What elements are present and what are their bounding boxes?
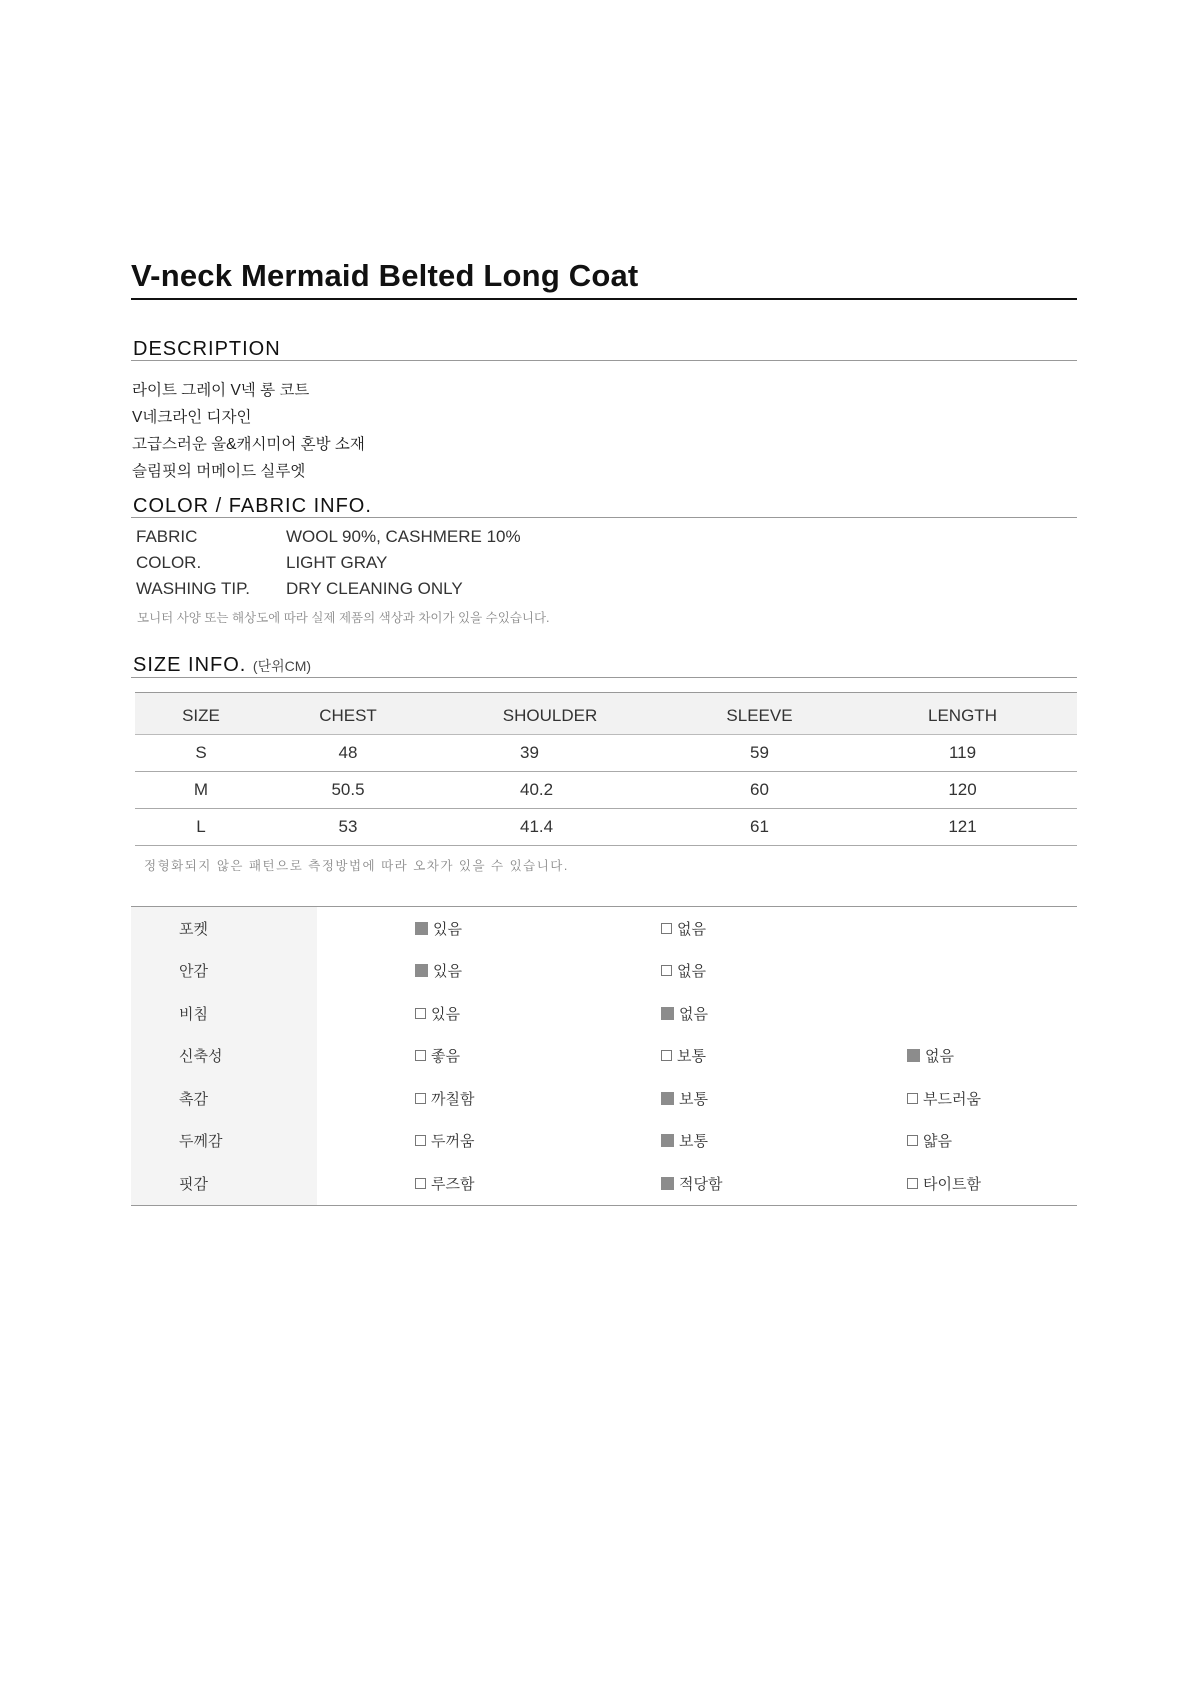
attribute-label: 포켓 — [131, 907, 317, 950]
table-cell: 40.2 — [429, 772, 671, 809]
unchecked-box-icon — [907, 1178, 918, 1189]
attribute-option — [907, 1045, 954, 1066]
checked-box-icon — [415, 964, 428, 977]
description-line: 고급스러운 울&캐시미어 혼방 소재 — [132, 436, 365, 453]
info-value: WOOL 90%, CASHMERE 10% — [286, 527, 521, 546]
product-detail — [131, 258, 1077, 1206]
attribute-label: 두께감 — [131, 1120, 317, 1163]
attribute-option-cell — [317, 950, 661, 993]
unchecked-box-icon — [415, 1178, 426, 1189]
attribute-option — [661, 1045, 706, 1066]
table-row — [135, 772, 1077, 809]
unchecked-box-icon — [415, 1008, 426, 1019]
checked-box-icon — [907, 1049, 920, 1062]
checked-box-icon — [661, 1092, 674, 1105]
column-header: CHEST — [267, 693, 429, 735]
column-header: SIZE — [135, 693, 267, 735]
info-key: WASHING TIP. — [136, 579, 250, 598]
option-label: 보통 — [679, 1090, 708, 1108]
info-value: DRY CLEANING ONLY — [286, 579, 463, 598]
info-value: LIGHT GRAY — [286, 553, 388, 572]
attribute-option-cell — [661, 907, 907, 950]
color-note: 모니터 사양 또는 해상도에 따라 실제 제품의 색상과 차이가 있을 수있습니다. — [137, 611, 550, 625]
attribute-option-cell — [317, 1120, 661, 1163]
table-cell: 39 — [429, 735, 671, 772]
washing-row — [136, 576, 1077, 602]
size-table — [135, 692, 1077, 846]
attribute-option — [415, 960, 462, 981]
option-label: 부드러움 — [923, 1090, 981, 1108]
attribute-option — [415, 1045, 460, 1066]
attribute-row — [131, 1120, 1077, 1163]
attribute-label: 신축성 — [131, 1035, 317, 1078]
table-cell: 60 — [671, 772, 848, 809]
table-row — [135, 735, 1077, 772]
option-label: 있음 — [431, 1005, 460, 1023]
option-label: 보통 — [679, 1133, 708, 1151]
unchecked-box-icon — [661, 1050, 672, 1061]
option-label: 있음 — [433, 920, 462, 938]
attribute-row — [131, 992, 1077, 1035]
attribute-option-cell — [317, 1035, 661, 1078]
attribute-option-cell — [661, 950, 907, 993]
table-cell: L — [135, 809, 267, 846]
description-heading: DESCRIPTION — [131, 338, 1077, 361]
size-info-heading — [131, 654, 1077, 678]
attribute-option-cell — [317, 1077, 661, 1120]
option-label: 없음 — [677, 963, 706, 981]
attribute-option — [415, 1003, 460, 1024]
attribute-option-cell — [907, 1035, 1077, 1078]
table-cell: 59 — [671, 735, 848, 772]
option-label: 없음 — [679, 1005, 708, 1023]
table-row — [135, 809, 1077, 846]
description-line: V네크라인 디자인 — [132, 409, 252, 426]
size-table-header — [135, 693, 1077, 735]
option-label: 두꺼움 — [431, 1133, 475, 1151]
attribute-label: 촉감 — [131, 1077, 317, 1120]
description-list — [131, 377, 1077, 485]
attribute-option — [661, 1130, 708, 1151]
attribute-row — [131, 1035, 1077, 1078]
attribute-option — [661, 1003, 708, 1024]
attribute-option-cell — [907, 992, 1077, 1035]
checked-box-icon — [661, 1007, 674, 1020]
attribute-option-cell — [907, 1077, 1077, 1120]
attribute-option-cell — [661, 992, 907, 1035]
color-fabric-info — [131, 524, 1077, 602]
attribute-option — [661, 1173, 722, 1194]
table-cell: 61 — [671, 809, 848, 846]
color-fabric-heading: COLOR / FABRIC INFO. — [131, 495, 1077, 518]
attribute-table — [131, 906, 1077, 1206]
option-label: 루즈함 — [431, 1175, 475, 1193]
attribute-option-cell — [907, 907, 1077, 950]
attribute-row — [131, 1162, 1077, 1205]
fabric-row — [136, 524, 1077, 550]
info-key: FABRIC — [136, 527, 198, 546]
column-header: SHOULDER — [429, 693, 671, 735]
unchecked-box-icon — [907, 1093, 918, 1104]
page-title: V-neck Mermaid Belted Long Coat — [131, 258, 1077, 300]
table-cell: 120 — [848, 772, 1077, 809]
attribute-option-cell — [317, 992, 661, 1035]
attribute-option — [415, 1088, 474, 1109]
attribute-option — [661, 960, 706, 981]
unchecked-box-icon — [661, 965, 672, 976]
attribute-option — [907, 1130, 952, 1151]
unchecked-box-icon — [661, 923, 672, 934]
option-label: 좋음 — [431, 1048, 460, 1066]
table-cell: 119 — [848, 735, 1077, 772]
table-cell: 53 — [267, 809, 429, 846]
attribute-option-cell — [317, 1162, 661, 1205]
table-cell: 121 — [848, 809, 1077, 846]
option-label: 없음 — [925, 1048, 954, 1066]
attribute-option-cell — [317, 907, 661, 950]
attribute-option-cell — [661, 1120, 907, 1163]
attribute-label: 안감 — [131, 950, 317, 993]
size-unit: (단위CM) — [252, 658, 312, 674]
column-header: SLEEVE — [671, 693, 848, 735]
unchecked-box-icon — [415, 1135, 426, 1146]
description-line: 라이트 그레이 V넥 롱 코트 — [132, 382, 310, 399]
unchecked-box-icon — [415, 1050, 426, 1061]
attribute-option — [415, 918, 462, 939]
attribute-option — [415, 1173, 474, 1194]
attribute-option-cell — [907, 950, 1077, 993]
attribute-option — [415, 1130, 474, 1151]
color-row — [136, 550, 1077, 576]
attribute-option-cell — [661, 1162, 907, 1205]
attribute-row — [131, 1077, 1077, 1120]
option-label: 얇음 — [923, 1133, 952, 1151]
option-label: 적당함 — [679, 1175, 723, 1193]
size-note: 정형화되지 않은 패턴으로 측정방법에 따라 오차가 있을 수 있습니다. — [144, 859, 569, 873]
table-cell: S — [135, 735, 267, 772]
attribute-option — [661, 918, 706, 939]
table-cell: 41.4 — [429, 809, 671, 846]
attribute-option — [907, 1173, 981, 1194]
unchecked-box-icon — [415, 1093, 426, 1104]
option-label: 보통 — [677, 1048, 706, 1066]
attribute-option-cell — [907, 1162, 1077, 1205]
checked-box-icon — [661, 1177, 674, 1190]
checked-box-icon — [661, 1134, 674, 1147]
option-label: 없음 — [677, 920, 706, 938]
table-cell: M — [135, 772, 267, 809]
unchecked-box-icon — [907, 1135, 918, 1146]
option-label: 있음 — [433, 963, 462, 981]
attribute-label: 비침 — [131, 992, 317, 1035]
info-key: COLOR. — [136, 553, 202, 572]
size-info-title: SIZE INFO. — [133, 654, 247, 676]
option-label: 까칠함 — [431, 1090, 475, 1108]
attribute-option-cell — [661, 1077, 907, 1120]
table-cell: 50.5 — [267, 772, 429, 809]
option-label: 타이트함 — [923, 1175, 981, 1193]
attribute-option — [907, 1088, 981, 1109]
description-line: 슬림핏의 머메이드 실루엣 — [132, 463, 306, 480]
attribute-option — [661, 1088, 708, 1109]
attribute-label: 핏감 — [131, 1162, 317, 1205]
attribute-option-cell — [907, 1120, 1077, 1163]
column-header: LENGTH — [848, 693, 1077, 735]
attribute-row — [131, 907, 1077, 950]
attribute-row — [131, 950, 1077, 993]
checked-box-icon — [415, 922, 428, 935]
table-cell: 48 — [267, 735, 429, 772]
attribute-option-cell — [661, 1035, 907, 1078]
